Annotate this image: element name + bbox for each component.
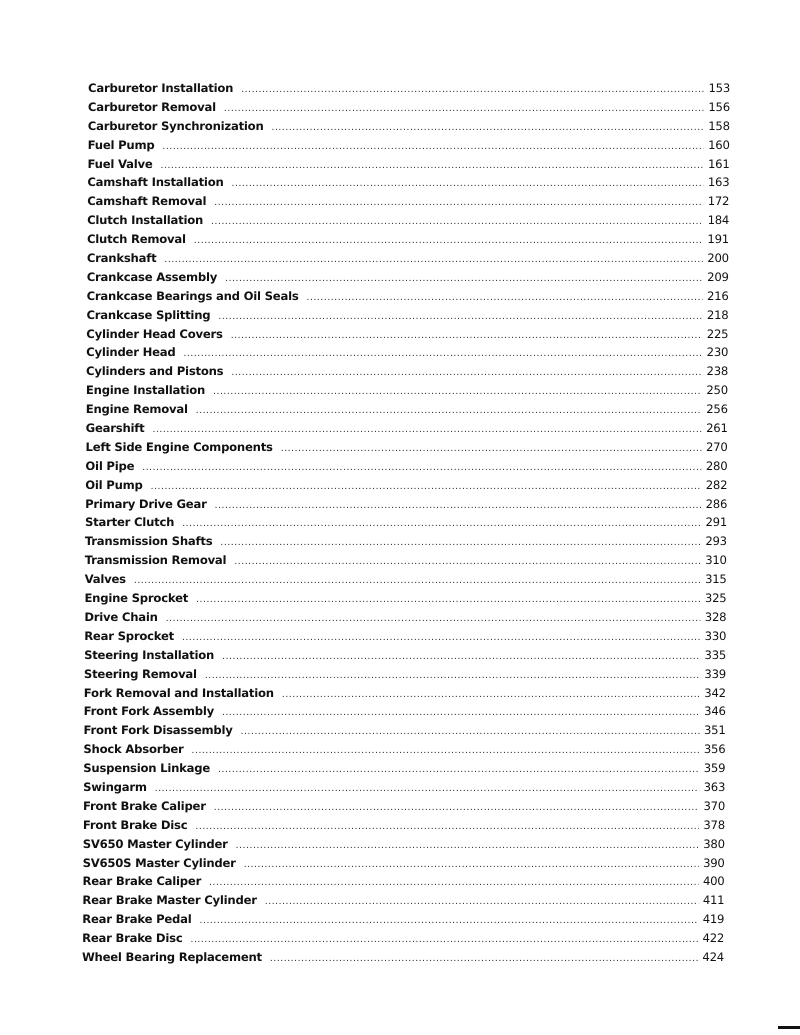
toc-entry-title: Front Brake Disc <box>82 817 188 832</box>
toc-entry-page: 291 <box>705 515 728 530</box>
dot-leader <box>282 690 700 700</box>
dot-leader <box>224 104 704 114</box>
toc-entry[interactable] <box>88 138 730 157</box>
toc-entry[interactable] <box>87 175 729 194</box>
dot-leader <box>215 501 702 511</box>
toc-entry-title: Oil Pump <box>85 477 143 492</box>
toc-entry-title: Engine Installation <box>85 383 206 398</box>
toc-entry-title: Transmission Shafts <box>84 534 213 549</box>
toc-entry[interactable] <box>86 345 728 364</box>
toc-entry-page: 156 <box>708 99 730 114</box>
toc-entry[interactable] <box>85 440 727 459</box>
toc-entry[interactable] <box>83 837 725 856</box>
toc-entry-page: 422 <box>702 931 725 946</box>
toc-entry-title: Front Brake Caliper <box>82 798 206 813</box>
dot-leader <box>231 179 703 189</box>
toc-entry-page: 325 <box>704 591 727 606</box>
toc-entry-title: Front Fork Disassembly <box>83 723 233 738</box>
toc-entry-title: Clutch Installation <box>87 213 204 228</box>
toc-entry-title: SV650 Master Cylinder <box>82 836 228 851</box>
toc-entry[interactable] <box>85 459 727 478</box>
toc-entry[interactable] <box>84 629 726 648</box>
toc-entry-title: Front Fork Assembly <box>83 704 215 719</box>
toc-entry-title: Engine Removal <box>85 402 188 417</box>
toc-entry-page: 216 <box>707 288 729 303</box>
toc-entry-title: Suspension Linkage <box>83 761 211 776</box>
dot-leader <box>220 538 701 548</box>
dot-leader <box>241 727 700 737</box>
dot-leader <box>194 236 704 246</box>
dot-leader <box>218 312 703 322</box>
dot-leader <box>195 822 699 832</box>
toc-entry-title: Fork Removal and Installation <box>83 685 274 700</box>
dot-leader <box>152 425 702 435</box>
dot-leader <box>241 85 704 95</box>
dot-leader <box>281 444 702 454</box>
toc-entry-title: Crankcase Bearings and Oil Seals <box>86 288 299 303</box>
toc-entry-page: 424 <box>702 949 725 964</box>
toc-entry-page: 339 <box>704 666 727 681</box>
toc-entry[interactable] <box>88 119 730 138</box>
toc-entry-page: 363 <box>703 779 726 794</box>
dot-leader <box>271 123 704 133</box>
dot-leader <box>231 368 702 378</box>
dot-leader <box>166 614 701 624</box>
toc-entry-page: 310 <box>705 553 727 568</box>
toc-entry-page: 191 <box>707 232 730 247</box>
toc-entry-title: Rear Sprocket <box>84 628 175 643</box>
toc-entry[interactable] <box>85 478 727 497</box>
toc-entry[interactable] <box>82 893 724 912</box>
toc-entry[interactable] <box>83 761 725 780</box>
dot-leader <box>307 293 704 303</box>
toc-entry-title: Steering Removal <box>83 666 197 681</box>
toc-entry[interactable] <box>88 100 730 119</box>
toc-entry-page: 356 <box>703 742 726 757</box>
toc-entry[interactable] <box>85 497 727 516</box>
toc-entry[interactable] <box>82 931 724 950</box>
toc-entry[interactable] <box>82 950 724 969</box>
toc-entry-title: Fuel Pump <box>87 137 155 152</box>
toc-entry-page: 161 <box>707 156 730 171</box>
toc-entry-page: 250 <box>706 383 728 398</box>
dot-leader <box>162 142 704 152</box>
toc-entry-page: 172 <box>707 194 730 209</box>
dot-leader <box>161 161 705 171</box>
toc-entry-page: 359 <box>703 761 726 776</box>
dot-leader <box>211 217 704 227</box>
toc-entry[interactable] <box>88 81 730 100</box>
toc-entry-title: Valves <box>84 572 126 587</box>
toc-entry-page: 225 <box>706 326 729 341</box>
toc-entry-title: Fuel Valve <box>87 156 153 171</box>
toc-entry[interactable] <box>83 818 725 837</box>
dot-leader <box>155 784 700 794</box>
toc-entry[interactable] <box>86 308 728 327</box>
toc-entry-page: 280 <box>705 458 728 473</box>
dot-leader <box>225 274 703 284</box>
toc-entry-title: Left Side Engine Components <box>85 439 273 454</box>
toc-entry[interactable] <box>84 667 726 686</box>
toc-entry-page: 400 <box>702 874 725 889</box>
toc-entry-page: 328 <box>704 609 727 624</box>
dot-leader <box>196 595 701 605</box>
toc-entry-page: 293 <box>705 534 727 549</box>
toc-entry[interactable] <box>86 421 728 440</box>
toc-entry[interactable] <box>85 515 727 534</box>
toc-entry-title: Wheel Bearing Replacement <box>81 949 262 964</box>
toc-entry[interactable] <box>82 912 724 931</box>
toc-entry-title: Clutch Removal <box>86 232 186 247</box>
toc-entry-title: Starter Clutch <box>84 515 175 530</box>
toc-entry-page: 286 <box>705 496 728 511</box>
toc-entry-page: 419 <box>702 912 725 927</box>
toc-entry[interactable] <box>87 213 729 232</box>
toc-entry-title: Crankshaft <box>86 251 157 266</box>
toc-entry-page: 282 <box>705 477 728 492</box>
dot-leader <box>183 349 702 359</box>
toc-entry-page: 238 <box>706 364 729 379</box>
toc-entry-title: Oil Pipe <box>85 458 135 473</box>
toc-entry-page: 370 <box>703 798 726 813</box>
toc-entry-title: Cylinders and Pistons <box>86 364 224 379</box>
toc-entry[interactable] <box>86 402 728 421</box>
toc-entry[interactable] <box>87 194 729 213</box>
toc-entry[interactable] <box>83 856 725 875</box>
toc-entry-title: Swingarm <box>83 779 147 794</box>
toc-entry[interactable] <box>83 723 725 742</box>
toc-entry-title: Crankcase Assembly <box>86 269 218 284</box>
dot-leader <box>222 708 700 718</box>
toc-entry-page: 153 <box>708 81 731 95</box>
toc-entry[interactable] <box>85 553 727 572</box>
dot-leader <box>164 255 703 265</box>
dot-leader <box>222 652 700 662</box>
dot-leader <box>236 841 700 851</box>
toc-entry[interactable] <box>87 232 729 251</box>
page-edge-mark <box>778 1026 800 1029</box>
dot-leader <box>182 633 701 643</box>
toc-entry[interactable] <box>83 799 725 818</box>
toc-entry[interactable] <box>83 742 725 761</box>
table-of-contents <box>82 81 730 969</box>
toc-entry-title: Crankcase Splitting <box>86 307 211 322</box>
toc-entry-page: 158 <box>708 118 730 133</box>
toc-entry-page: 184 <box>707 213 730 228</box>
toc-entry-title: Rear Brake Disc <box>82 931 183 946</box>
toc-entry[interactable] <box>84 610 726 629</box>
dot-leader <box>196 406 703 416</box>
toc-entry-page: 218 <box>706 307 729 322</box>
toc-entry-title: Gearshift <box>85 421 145 436</box>
toc-entry[interactable] <box>86 364 728 383</box>
dot-leader <box>190 935 698 945</box>
toc-entry-page: 315 <box>705 572 727 587</box>
toc-entry-title: Carburetor Installation <box>88 81 234 95</box>
dot-leader <box>200 916 699 926</box>
toc-entry-page: 230 <box>706 345 729 360</box>
toc-entry[interactable] <box>84 648 726 667</box>
dot-leader <box>270 954 699 964</box>
toc-entry-title: Engine Sprocket <box>84 591 189 606</box>
toc-entry-title: Primary Drive Gear <box>85 496 207 511</box>
toc-entry[interactable] <box>87 157 729 176</box>
toc-entry[interactable] <box>87 270 729 289</box>
toc-entry-title: Rear Brake Master Cylinder <box>82 893 257 908</box>
dot-leader <box>234 557 701 567</box>
toc-entry-title: Camshaft Installation <box>87 175 224 190</box>
toc-entry[interactable] <box>85 572 727 591</box>
toc-entry-title: Carburetor Synchronization <box>87 118 264 133</box>
toc-entry-page: 411 <box>702 893 725 908</box>
toc-entry-page: 209 <box>707 269 729 284</box>
dot-leader <box>231 331 703 341</box>
toc-entry[interactable] <box>84 686 726 705</box>
toc-entry-title: Transmission Removal <box>84 553 227 568</box>
toc-entry[interactable] <box>83 780 725 799</box>
toc-entry[interactable] <box>85 534 727 553</box>
toc-entry[interactable] <box>84 704 726 723</box>
toc-entry-page: 200 <box>707 251 729 266</box>
toc-entry[interactable] <box>82 874 724 893</box>
toc-entry-page: 330 <box>704 628 727 643</box>
dot-leader <box>214 803 700 813</box>
toc-entry-page: 261 <box>706 421 728 436</box>
toc-entry-page: 256 <box>706 402 728 417</box>
dot-leader <box>192 746 700 756</box>
toc-entry-title: Cylinder Head <box>86 345 176 360</box>
toc-entry-title: Drive Chain <box>84 609 158 624</box>
dot-leader <box>142 463 702 473</box>
toc-entry[interactable] <box>87 251 729 270</box>
toc-entry-page: 351 <box>703 723 726 738</box>
toc-entry-title: Steering Installation <box>84 647 215 662</box>
toc-entry[interactable] <box>84 591 726 610</box>
toc-entry-title: Rear Brake Pedal <box>82 912 192 927</box>
toc-entry[interactable] <box>86 383 728 402</box>
toc-entry-page: 163 <box>707 175 730 190</box>
toc-entry-page: 378 <box>703 817 725 832</box>
dot-leader <box>265 897 699 907</box>
toc-entry[interactable] <box>86 327 728 346</box>
toc-entry-page: 390 <box>703 855 725 870</box>
toc-entry-title: SV650S Master Cylinder <box>82 855 236 870</box>
dot-leader <box>151 482 702 492</box>
toc-entry-title: Carburetor Removal <box>87 99 217 114</box>
dot-leader <box>205 671 701 681</box>
toc-entry[interactable] <box>87 289 729 308</box>
dot-leader <box>244 860 699 870</box>
toc-entry-title: Shock Absorber <box>83 742 184 757</box>
toc-entry-page: 160 <box>708 137 730 152</box>
toc-entry-title: Cylinder Head Covers <box>86 326 223 341</box>
dot-leader <box>214 198 704 208</box>
dot-leader <box>209 878 699 888</box>
dot-leader <box>213 387 702 397</box>
toc-entry-title: Rear Brake Caliper <box>82 874 202 889</box>
toc-entry-title: Camshaft Removal <box>87 194 207 209</box>
toc-entry-page: 346 <box>704 704 726 719</box>
toc-entry-page: 335 <box>704 647 727 662</box>
toc-entry-page: 380 <box>703 836 725 851</box>
dot-leader <box>182 519 701 529</box>
dot-leader <box>134 576 701 586</box>
toc-entry-page: 270 <box>705 439 728 454</box>
toc-entry-page: 342 <box>704 685 726 700</box>
dot-leader <box>218 765 700 775</box>
